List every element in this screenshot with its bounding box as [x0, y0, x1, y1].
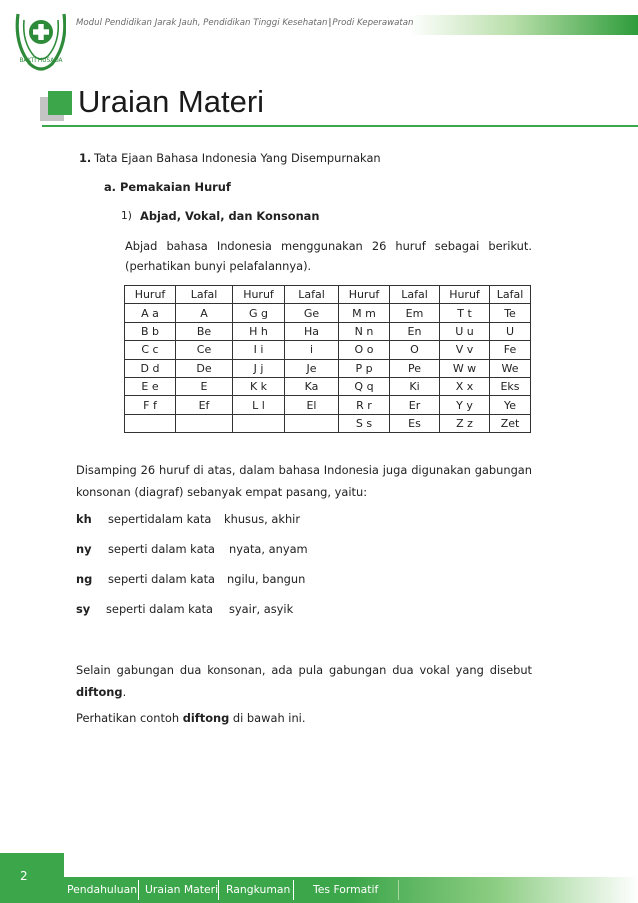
table-cell: A — [176, 304, 233, 322]
table-cell: U u — [440, 322, 490, 340]
table-cell: F f — [125, 396, 176, 414]
table-cell: O — [390, 341, 440, 359]
table-row — [125, 396, 531, 414]
table-cell: X x — [440, 377, 490, 395]
disamping-paragraph: Disamping 26 huruf di atas, dalam bahasa Indonesia juga digunakan gabungan konsonan (diagraf) sebanyak empat pasang, yaitu: — [76, 463, 532, 499]
table-row — [125, 359, 531, 377]
table-row — [125, 322, 531, 340]
table-cell: Fe — [490, 341, 531, 359]
diagraf-code: ny — [76, 542, 92, 556]
selain-paragraph — [76, 659, 532, 703]
table-cell: C c — [125, 341, 176, 359]
table-cell: S s — [339, 414, 390, 432]
table-cell: A a — [125, 304, 176, 322]
table-cell — [233, 414, 285, 432]
table-cell: D d — [125, 359, 176, 377]
table-cell: Ha — [285, 322, 339, 340]
heading-1-text: Abjad, Vokal, dan Konsonan — [140, 209, 320, 223]
table-cell: Ye — [490, 396, 531, 414]
table-header-cell: Huruf — [339, 286, 390, 304]
table-header-cell: Huruf — [440, 286, 490, 304]
table-cell: T t — [440, 304, 490, 322]
table-cell: P p — [339, 359, 390, 377]
table-cell: J j — [233, 359, 285, 377]
table-header-cell: Lafal — [285, 286, 339, 304]
header-separator: | — [328, 18, 332, 28]
perhatikan-text-end: di bawah ini. — [229, 711, 306, 725]
footer-nav-rangkuman[interactable]: Rangkuman — [226, 883, 291, 896]
header-text — [76, 18, 414, 28]
footer-nav-uraian-materi[interactable]: Uraian Materi — [145, 883, 219, 896]
logo-text: BAKTI HUSADA — [19, 58, 63, 64]
diagraf-code: sy — [76, 602, 91, 616]
page-number: 2 — [20, 869, 28, 883]
table-cell — [285, 414, 339, 432]
table-cell: N n — [339, 322, 390, 340]
selain-bold-term: diftong — [76, 685, 123, 699]
heading1-text: Tata Ejaan Bahasa Indonesia Yang Disempurnakan — [94, 151, 381, 165]
bakti-husada-logo — [12, 4, 70, 76]
diagraf-example: ngilu, bangun — [227, 572, 306, 586]
diagraf-phrase: sepertidalam kata — [108, 512, 212, 526]
table-cell: W w — [440, 359, 490, 377]
page-number-box — [0, 853, 64, 903]
table-header-cell: Huruf — [125, 286, 176, 304]
table-cell: U — [490, 322, 531, 340]
table-cell: Be — [176, 322, 233, 340]
table-cell: Er — [390, 396, 440, 414]
table-cell: B b — [125, 322, 176, 340]
diagraf-code: kh — [76, 512, 92, 526]
table-header-cell: Lafal — [390, 286, 440, 304]
table-cell: Es — [390, 414, 440, 432]
table-row — [125, 341, 531, 359]
title-square-green — [48, 91, 72, 115]
table-cell: E — [176, 377, 233, 395]
table-cell: Eks — [490, 377, 531, 395]
selain-text: Selain gabungan dua konsonan, ada pula gabungan dua vokal yang disebut — [76, 663, 532, 677]
section-title: Uraian Materi — [78, 84, 265, 119]
table-header-cell: Lafal — [490, 286, 531, 304]
alphabet-table — [124, 285, 531, 433]
perhatikan-bold-term: diftong — [182, 711, 230, 725]
footer-divider — [398, 880, 399, 900]
diagraf-example: khusus, akhir — [224, 512, 301, 526]
table-cell: Ce — [176, 341, 233, 359]
module-text: Modul Pendidikan Jarak Jauh, Pendidikan Tinggi Kesehatan — [76, 18, 328, 28]
table-row — [125, 377, 531, 395]
table-cell: I i — [233, 341, 285, 359]
diagraf-phrase: seperti dalam kata — [108, 572, 216, 586]
table-cell: G g — [233, 304, 285, 322]
table-cell: Q q — [339, 377, 390, 395]
table-cell: M m — [339, 304, 390, 322]
table-cell: L l — [233, 396, 285, 414]
table-cell: E e — [125, 377, 176, 395]
table-cell: Ki — [390, 377, 440, 395]
table-cell: Y y — [440, 396, 490, 414]
diagraf-code: ng — [76, 572, 93, 586]
diagraf-phrase: seperti dalam kata — [106, 602, 214, 616]
table-cell: H h — [233, 322, 285, 340]
heading1-number: 1. — [79, 151, 92, 165]
heading-a: a. Pemakaian Huruf — [104, 180, 231, 194]
table-header-row — [125, 286, 531, 304]
table-cell: V v — [440, 341, 490, 359]
table-cell: R r — [339, 396, 390, 414]
footer-divider — [293, 880, 294, 900]
table-cell: En — [390, 322, 440, 340]
table-cell: El — [285, 396, 339, 414]
footer-divider — [218, 880, 219, 900]
table-cell: We — [490, 359, 531, 377]
perhatikan-text: Perhatikan contoh — [76, 711, 183, 725]
table-row — [125, 414, 531, 432]
table-header-cell: Huruf — [233, 286, 285, 304]
table-header-cell: Lafal — [176, 286, 233, 304]
table-cell: O o — [339, 341, 390, 359]
selain-period: . — [122, 685, 127, 699]
diagraf-example: nyata, anyam — [229, 542, 308, 556]
diagraf-phrase: seperti dalam kata — [108, 542, 216, 556]
table-cell: Z z — [440, 414, 490, 432]
footer-nav-pendahuluan[interactable]: Pendahuluan — [67, 883, 138, 896]
perhatikan-line — [76, 711, 305, 725]
table-cell — [125, 414, 176, 432]
table-cell: K k — [233, 377, 285, 395]
table-row — [125, 304, 531, 322]
intro-paragraph: Abjad bahasa Indonesia menggunakan 26 huruf sebagai berikut. (perhatikan bunyi pelafalannya). — [125, 239, 532, 273]
table-cell: i — [285, 341, 339, 359]
program-text: Prodi Keperawatan — [332, 18, 414, 28]
title-underline — [42, 125, 638, 127]
table-cell: Zet — [490, 414, 531, 432]
footer-divider — [138, 880, 139, 900]
table-cell: Ka — [285, 377, 339, 395]
diagraf-example: syair, asyik — [229, 602, 294, 616]
table-cell: Te — [490, 304, 531, 322]
table-cell: Ef — [176, 396, 233, 414]
table-cell: Pe — [390, 359, 440, 377]
table-cell: Ge — [285, 304, 339, 322]
heading-1-number: 1) — [121, 210, 132, 222]
table-cell — [176, 414, 233, 432]
table-cell: Je — [285, 359, 339, 377]
table-cell: De — [176, 359, 233, 377]
table-cell: Em — [390, 304, 440, 322]
footer-nav-tes-formatif[interactable]: Tes Formatif — [313, 883, 379, 896]
